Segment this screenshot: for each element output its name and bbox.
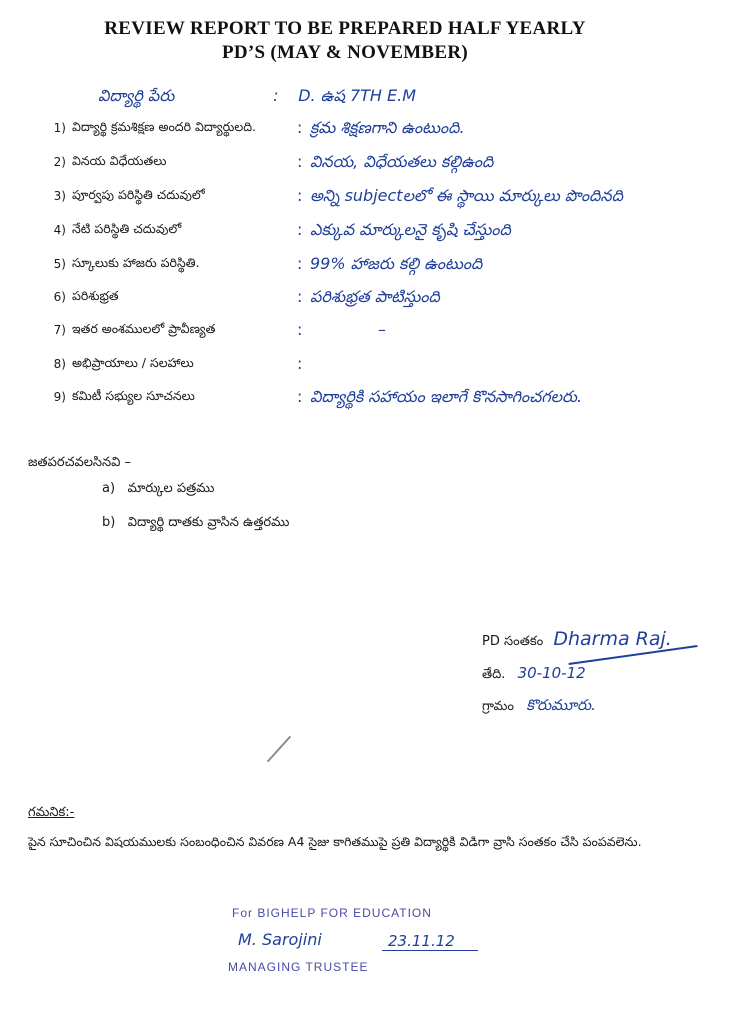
item-answer: 99% హాజరు కల్గి ఉంటుంది: [310, 254, 483, 273]
item-number: 6): [53, 290, 66, 304]
item-label: అభిప్రాయాలు / సలహాలు: [72, 355, 194, 370]
item-label: వినయ విధేయతలు: [72, 153, 167, 168]
item-colon: :: [297, 118, 303, 137]
item-colon: :: [297, 354, 303, 373]
item-number: 2): [53, 155, 66, 169]
item-colon: :: [297, 254, 303, 273]
review-item-1: [0, 116, 750, 140]
item-answer: పరిశుభ్రత పాటిస్తుంది: [310, 287, 440, 306]
stamp-organization: For BIGHELP FOR EDUCATION: [232, 906, 432, 920]
review-item-3: [0, 184, 750, 208]
item-answer: –: [378, 320, 386, 339]
item-label: ఇతర అంశములలో ప్రావీణ్యత: [72, 321, 216, 336]
item-label: నేటి పరిస్థితి చదువులో: [72, 221, 182, 236]
pd-village-block: [482, 696, 596, 718]
item-number: 7): [53, 323, 66, 337]
item-colon: :: [297, 152, 303, 171]
review-item-7: [0, 318, 750, 342]
pd-date-block: [482, 664, 586, 685]
note-title: గమనిక:-: [28, 805, 75, 820]
pd-date-value: 30-10-12: [517, 664, 586, 682]
pd-village-value: కొరుమూరు.: [526, 696, 596, 714]
review-item-2: [0, 150, 750, 174]
enclosures-title: జతపరచవలసినవి –: [28, 455, 132, 470]
trustee-date-underline: [382, 950, 478, 951]
enclosure-a-text: మార్కుల పత్రము: [127, 481, 215, 496]
student-name-line: [98, 86, 416, 109]
item-colon: :: [297, 287, 303, 306]
enclosure-b-text: విద్యార్థి దాతకు వ్రాసిన ఉత్తరము: [127, 515, 290, 530]
pd-signature: Dharma Raj.: [553, 628, 672, 650]
item-answer: వినయ, విధేయతలు కల్గిఉంది: [310, 152, 494, 171]
review-item-8: [0, 352, 750, 376]
report-title-line2: PD’S (MAY & NOVEMBER): [221, 42, 469, 63]
item-answer: ఎక్కువ మార్కులనై కృషి చేస్తుంది: [310, 220, 511, 239]
pen-tick-mark: [267, 736, 291, 763]
item-number: 1): [53, 121, 66, 135]
item-label: స్కూలుకు హాజరు పరిస్థితి.: [72, 255, 200, 270]
pd-date-label: తేది.: [482, 667, 506, 682]
item-colon: :: [297, 220, 303, 239]
item-label: పూర్వపు పరిస్థితి చదువులో: [72, 187, 205, 202]
item-number: 8): [53, 357, 66, 371]
review-item-9: [0, 385, 750, 409]
review-item-4: [0, 218, 750, 242]
item-number: 3): [53, 189, 66, 203]
item-answer: విద్యార్థికి సహాయం ఇలాగే కొనసాగించగలరు.: [310, 387, 583, 406]
item-colon: :: [297, 387, 303, 406]
enclosure-a-marker: a): [102, 481, 116, 496]
report-title-line1: REVIEW REPORT TO BE PREPARED HALF YEARLY: [104, 18, 586, 39]
item-colon: :: [297, 186, 303, 205]
trustee-signature: M. Sarojini: [238, 930, 322, 949]
pd-signature-block: [482, 628, 672, 652]
item-number: 9): [53, 390, 66, 404]
item-label: కమిటీ సభ్యుల సూచనలు: [72, 388, 195, 403]
enclosure-b-marker: b): [102, 515, 116, 530]
item-label: విద్యార్థి క్రమశిక్షణ అందరి విద్యార్థులది.: [72, 119, 257, 134]
note-text: పైన సూచించిన విషయములకు సంబంధించిన వివరణ A4 సైజు కాగితముపై ప్రతి విద్యార్థికి విడిగా వ్రాసి సంతకం చేసి పంపవలెను.: [28, 834, 642, 849]
enclosure-a: [102, 481, 214, 499]
item-answer: అన్ని subjectలలో ఈ స్థాయి మార్కులు పొందినది: [310, 186, 623, 205]
item-answer: క్రమ శిక్షణగాని ఉంటుంది.: [310, 118, 465, 137]
item-label: పరిశుభ్రత: [72, 288, 119, 303]
review-item-5: [0, 252, 750, 276]
item-number: 4): [53, 223, 66, 237]
student-name-colon: :: [273, 86, 279, 105]
enclosure-b: [102, 515, 289, 533]
student-name-value: D. ఉష 7TH E.M: [298, 86, 417, 105]
stamp-title: MANAGING TRUSTEE: [228, 960, 369, 974]
item-colon: :: [297, 320, 303, 339]
review-item-6: [0, 285, 750, 309]
pd-signature-label: PD సంతకం: [482, 634, 544, 649]
student-name-label: విద్యార్థి పేరు: [98, 86, 175, 105]
item-number: 5): [53, 257, 66, 271]
pd-village-label: గ్రామం: [482, 699, 514, 714]
trustee-date: 23.11.12: [388, 932, 455, 950]
